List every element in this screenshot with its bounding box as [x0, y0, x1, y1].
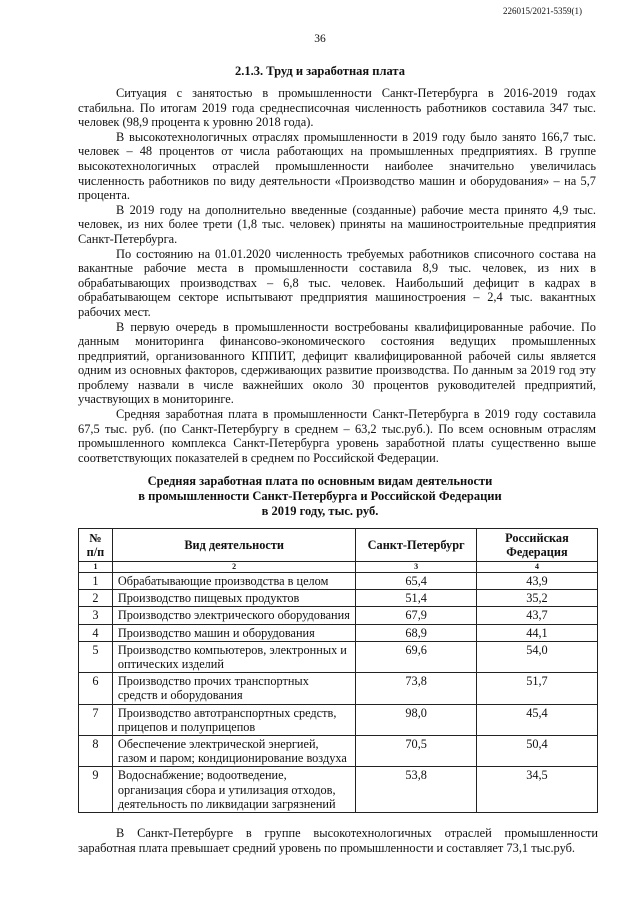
row-number: 1: [79, 573, 113, 590]
table-row: [79, 641, 598, 672]
column-number: 4: [476, 562, 597, 573]
row-spb-value: 98,0: [356, 704, 477, 735]
row-rf-value: 50,4: [476, 736, 597, 767]
row-rf-value: 43,9: [476, 573, 597, 590]
paragraph: Средняя заработная плата в промышленности Санкт-Петербурга в 2019 году составила 67,5 тыс. руб. (по Санкт-Петербургу в среднем – 63,2 тыс.руб.). По всем основным отраслям промышленного комплекса Санкт-Петербурга уровень заработной платы существенно выше соответствующих показателей в среднем по Российской Федерации.: [78, 407, 596, 465]
row-rf-value: 43,7: [476, 607, 597, 624]
section-heading: 2.1.3. Труд и заработная плата: [235, 64, 405, 78]
row-spb-value: 69,6: [356, 641, 477, 672]
row-activity: Обеспечение электрической энергией, газом и паром; кондиционирование воздуха: [112, 736, 356, 767]
row-spb-value: 70,5: [356, 736, 477, 767]
row-spb-value: 51,4: [356, 590, 477, 607]
table-row: [79, 704, 598, 735]
row-activity: Производство пищевых продуктов: [112, 590, 356, 607]
row-activity: Производство компьютеров, электронных и оптических изделий: [112, 641, 356, 672]
table-row: [79, 590, 598, 607]
paragraph: В 2019 году на дополнительно введенные (созданные) рабочие места принято 4,9 тыс. человек, из них более трети (1,8 тыс. человек) приняты на машиностроительные предприятия Санкт-Петербурга.: [78, 202, 596, 246]
row-spb-value: 67,9: [356, 607, 477, 624]
header-activity: Вид деятельности: [112, 529, 356, 562]
column-number: 3: [356, 562, 477, 573]
row-rf-value: 45,4: [476, 704, 597, 735]
header-rf: Российская Федерация: [476, 529, 597, 562]
table-row: [79, 624, 598, 641]
row-number: 9: [79, 767, 113, 813]
header-spb: Санкт-Петербург: [356, 529, 477, 562]
header-number: № п/п: [79, 529, 113, 562]
row-rf-value: 35,2: [476, 590, 597, 607]
table-header-row: [79, 529, 598, 562]
paragraph: По состоянию на 01.01.2020 численность требуемых работников списочного состава на вакантные рабочие места в промышленности составила 8,9 тыс. человек, из них в обрабатывающих производствах – 6,8 тыс. человек. Наибольший дефицит в кадрах в обрабатывающем секторе испытывают предприятия машиностроения – 2,4 тыс. вакантных рабочих мест.: [78, 246, 596, 319]
row-spb-value: 53,8: [356, 767, 477, 813]
row-activity: Производство автотранспортных средств, прицепов и полуприцепов: [112, 704, 356, 735]
paragraph: Ситуация с занятостью в промышленности Санкт-Петербурга в 2016-2019 годах стабильна. По итогам 2019 года среднесписочная численность работников составила 347 тыс. человек (98,9 процента к уровню 2018 года).: [78, 86, 596, 130]
paragraph: В Санкт-Петербурге в группе высокотехнологичных отраслей промышленности заработная плата превышает средний уровень по промышленности и составляет 73,1 тыс.руб.: [78, 826, 598, 855]
row-number: 4: [79, 624, 113, 641]
row-activity: Обрабатывающие производства в целом: [112, 573, 356, 590]
row-activity: Производство прочих транспортных средств и оборудования: [112, 673, 356, 704]
row-activity: Водоснабжение; водоотведение, организация сбора и утилизация отходов, деятельность по ликвидации загрязнений: [112, 767, 356, 813]
row-number: 2: [79, 590, 113, 607]
table-caption: [0, 474, 640, 519]
row-number: 8: [79, 736, 113, 767]
caption-line: в 2019 году, тыс. руб.: [261, 504, 379, 518]
row-rf-value: 51,7: [476, 673, 597, 704]
row-spb-value: 73,8: [356, 673, 477, 704]
table-row: [79, 607, 598, 624]
row-spb-value: 68,9: [356, 624, 477, 641]
column-number-row: [79, 562, 598, 573]
salary-table: [78, 528, 598, 813]
row-number: 5: [79, 641, 113, 672]
caption-line: Средняя заработная плата по основным видам деятельности: [147, 474, 493, 488]
row-activity: Производство машин и оборудования: [112, 624, 356, 641]
table-row: [79, 573, 598, 590]
page-number: 36: [314, 33, 326, 45]
section-body: [78, 86, 596, 465]
row-activity: Производство электрического оборудования: [112, 607, 356, 624]
row-rf-value: 34,5: [476, 767, 597, 813]
paragraph: В высокотехнологичных отраслях промышленности в 2019 году было занято 166,7 тыс. человек – 48 процентов от числа работающих на промышленных предприятиях. В группе высокотехнологичных отраслей промышленности наиболее значительно увеличилась численность работников по виду деятельности «Производство машин и оборудования» – на 5,7 процента.: [78, 129, 596, 203]
table-row: [79, 673, 598, 704]
row-rf-value: 44,1: [476, 624, 597, 641]
caption-line: в промышленности Санкт-Петербурга и Российской Федерации: [138, 489, 502, 503]
row-number: 3: [79, 607, 113, 624]
paragraph: В первую очередь в промышленности востребованы квалифицированные рабочие. По данным мониторинга финансово-экономического состояния ведущих промышленных предприятий, организованного КППИТ, дефицит квалифицированной рабочей силы является одним из основных факторов, сдерживающих развитие производства. По данным за 2019 год эту проблему назвали в числе важнейших около 30 процентов руководителей предприятий, участвующих в мониторинге.: [78, 319, 596, 407]
document-id: 226015/2021-5359(1): [503, 6, 582, 16]
row-spb-value: 65,4: [356, 573, 477, 590]
row-number: 7: [79, 704, 113, 735]
column-number: 2: [112, 562, 356, 573]
closing-paragraph-block: [78, 826, 598, 856]
row-rf-value: 54,0: [476, 641, 597, 672]
table-row: [79, 767, 598, 813]
table-row: [79, 736, 598, 767]
column-number: 1: [79, 562, 113, 573]
row-number: 6: [79, 673, 113, 704]
